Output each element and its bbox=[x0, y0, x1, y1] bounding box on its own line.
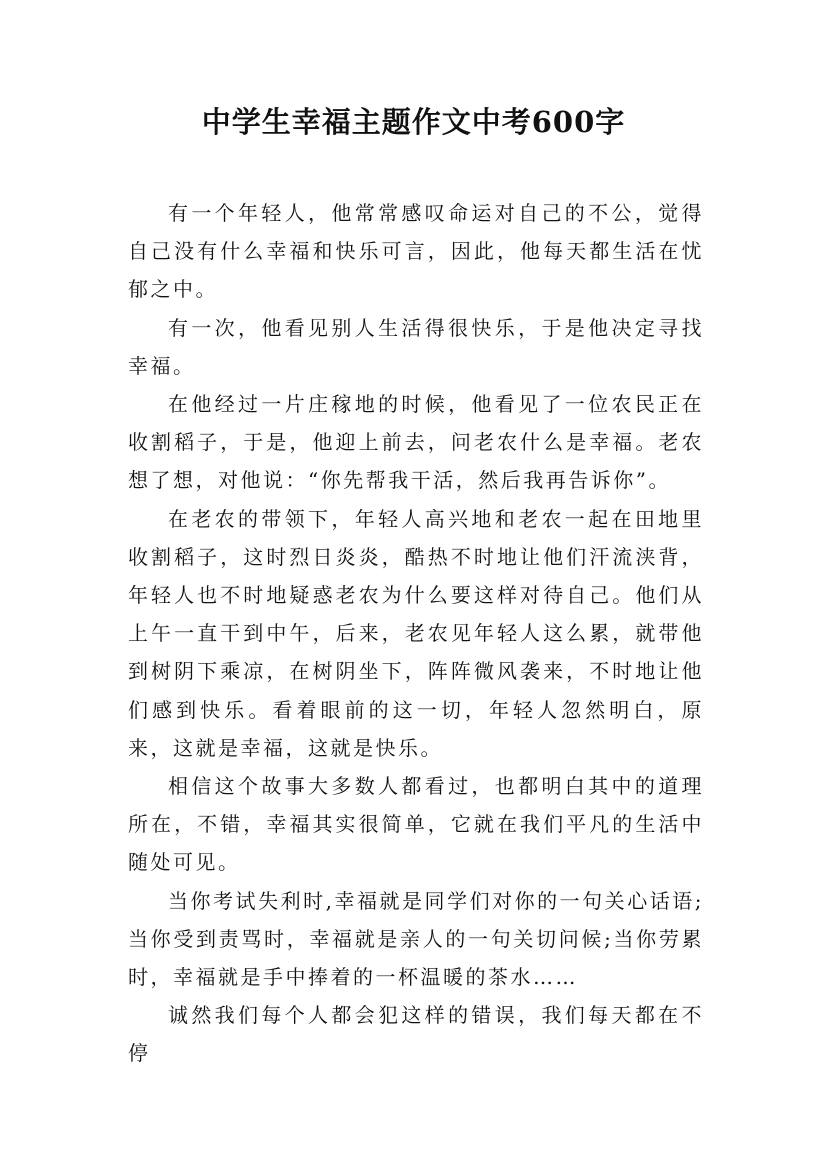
document-title: 中学生幸福主题作文中考600字 bbox=[201, 105, 626, 139]
paragraph: 诚然我们每个人都会犯这样的错误，我们每天都在不停 bbox=[128, 1003, 704, 1066]
paragraph: 在他经过一片庄稼地的时候，他看见了一位农民正在收割稻子，于是，他迎上前去，问老农什么是幸福。老农想了想，对他说：“你先帮我干活，然后我再告诉你”。 bbox=[128, 392, 704, 493]
paragraph: 在老农的带领下，年轻人高兴地和老农一起在田地里收割稻子，这时烈日炎炎，酷热不时地让他们汗流浃背，年轻人也不时地疑惑老农为什么要这样对待自己。他们从上午一直干到中午，后来，老农见年轻人这么累，就带他到树阴下乘凉，在树阴坐下，阵阵微风袭来，不时地让他们感到快乐。看着眼前的这一切，年轻人忽然明白，原来，这就是幸福，这就是快乐。 bbox=[128, 506, 704, 760]
document-body bbox=[128, 194, 704, 1073]
paragraph: 当你考试失利时,幸福就是同学们对你的一句关心话语;当你受到责骂时，幸福就是亲人的一句关切问候;当你劳累时，幸福就是手中捧着的一杯温暖的茶水…… bbox=[128, 888, 704, 990]
paragraph: 相信这个故事大多数人都看过，也都明白其中的道理所在，不错，幸福其实很简单，它就在我们平凡的生活中随处可见。 bbox=[128, 774, 704, 875]
paragraph: 有一个年轻人，他常常感叹命运对自己的不公，觉得自己没有什么幸福和快乐可言，因此，他每天都生活在忧郁之中。 bbox=[128, 201, 704, 302]
paragraph: 有一次，他看见别人生活得很快乐，于是他决定寻找幸福。 bbox=[128, 315, 704, 378]
